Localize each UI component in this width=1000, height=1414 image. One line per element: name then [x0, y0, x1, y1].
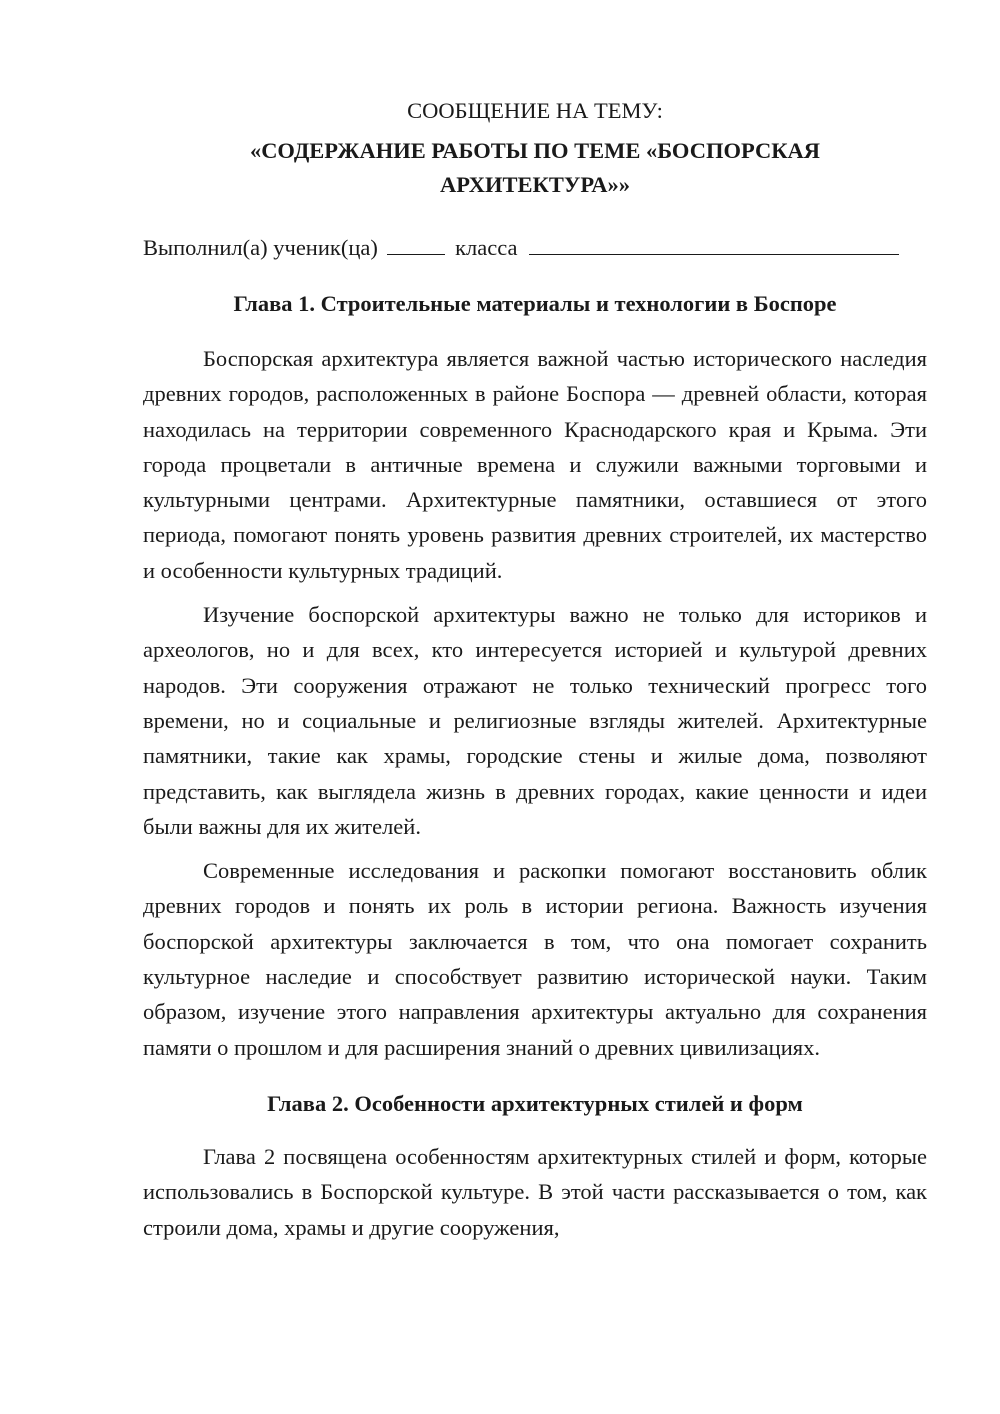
document-title-line-2: АРХИТЕКТУРА»»	[439, 172, 630, 197]
document-page	[143, 94, 927, 1254]
chapter-1-title: Глава 1. Строительные материалы и технологии в Боспоре	[233, 291, 837, 316]
author-line	[143, 230, 927, 265]
document-title-line-1: «СОДЕРЖАНИЕ РАБОТЫ ПО ТЕМЕ «БОСПОРСКАЯ	[249, 138, 821, 163]
author-name-blank	[529, 230, 899, 255]
document-heading: СООБЩЕНИЕ НА ТЕМУ:	[407, 98, 663, 123]
author-class-label: класса	[455, 235, 518, 260]
class-number-blank	[387, 230, 445, 255]
chapter-1-paragraph-2: Изучение боспорской архитектуры важно не только для историков и археологов, но и для всех, кто интересуется историей и культурой древних народов. Эти сооружения отражают не только технический прогресс того времени, но и социальные и религиозные взгляды жителей. Архитектурные памятники, такие как храмы, городские стены и жилые дома, позволяют представить, как выглядела жизнь в древних городах, какие ценности и идеи были важны для их жителей.	[143, 602, 927, 839]
chapter-1-paragraph-3: Современные исследования и раскопки помогают восстановить облик древних городов и понять их роль в истории региона. Важность изучения боспорской архитектуры заключается в том, что она помогает сохранить культурное наследие и способствует развитию исторической науки. Таким образом, изучение этого направления архитектуры актуально для сохранения памяти о прошлом и для расширения знаний о древних цивилизациях.	[143, 858, 927, 1060]
chapter-2-title: Глава 2. Особенности архитектурных стилей и форм	[267, 1090, 803, 1116]
author-prefix: Выполнил(а) ученик(ца)	[143, 235, 378, 260]
chapter-1-paragraph-1: Боспорская архитектура является важной частью исторического наследия древних городов, расположенных в районе Боспора — древней области, которая находилась на территории современного Краснодарского края и Крыма. Эти города процветали в античные времена и служили важными торговыми и культурными центрами. Архитектурные памятники, оставшиеся от этого периода, помогают понять уровень развития древних строителей, их мастерство и особенности культурных традиций.	[143, 346, 927, 583]
chapter-2-paragraph-1: Глава 2 посвящена особенностям архитектурных стилей и форм, которые использовались в Боспорской культуре. В этой части рассказывается о том, как строили дома, храмы и другие сооружения,	[143, 1143, 927, 1240]
